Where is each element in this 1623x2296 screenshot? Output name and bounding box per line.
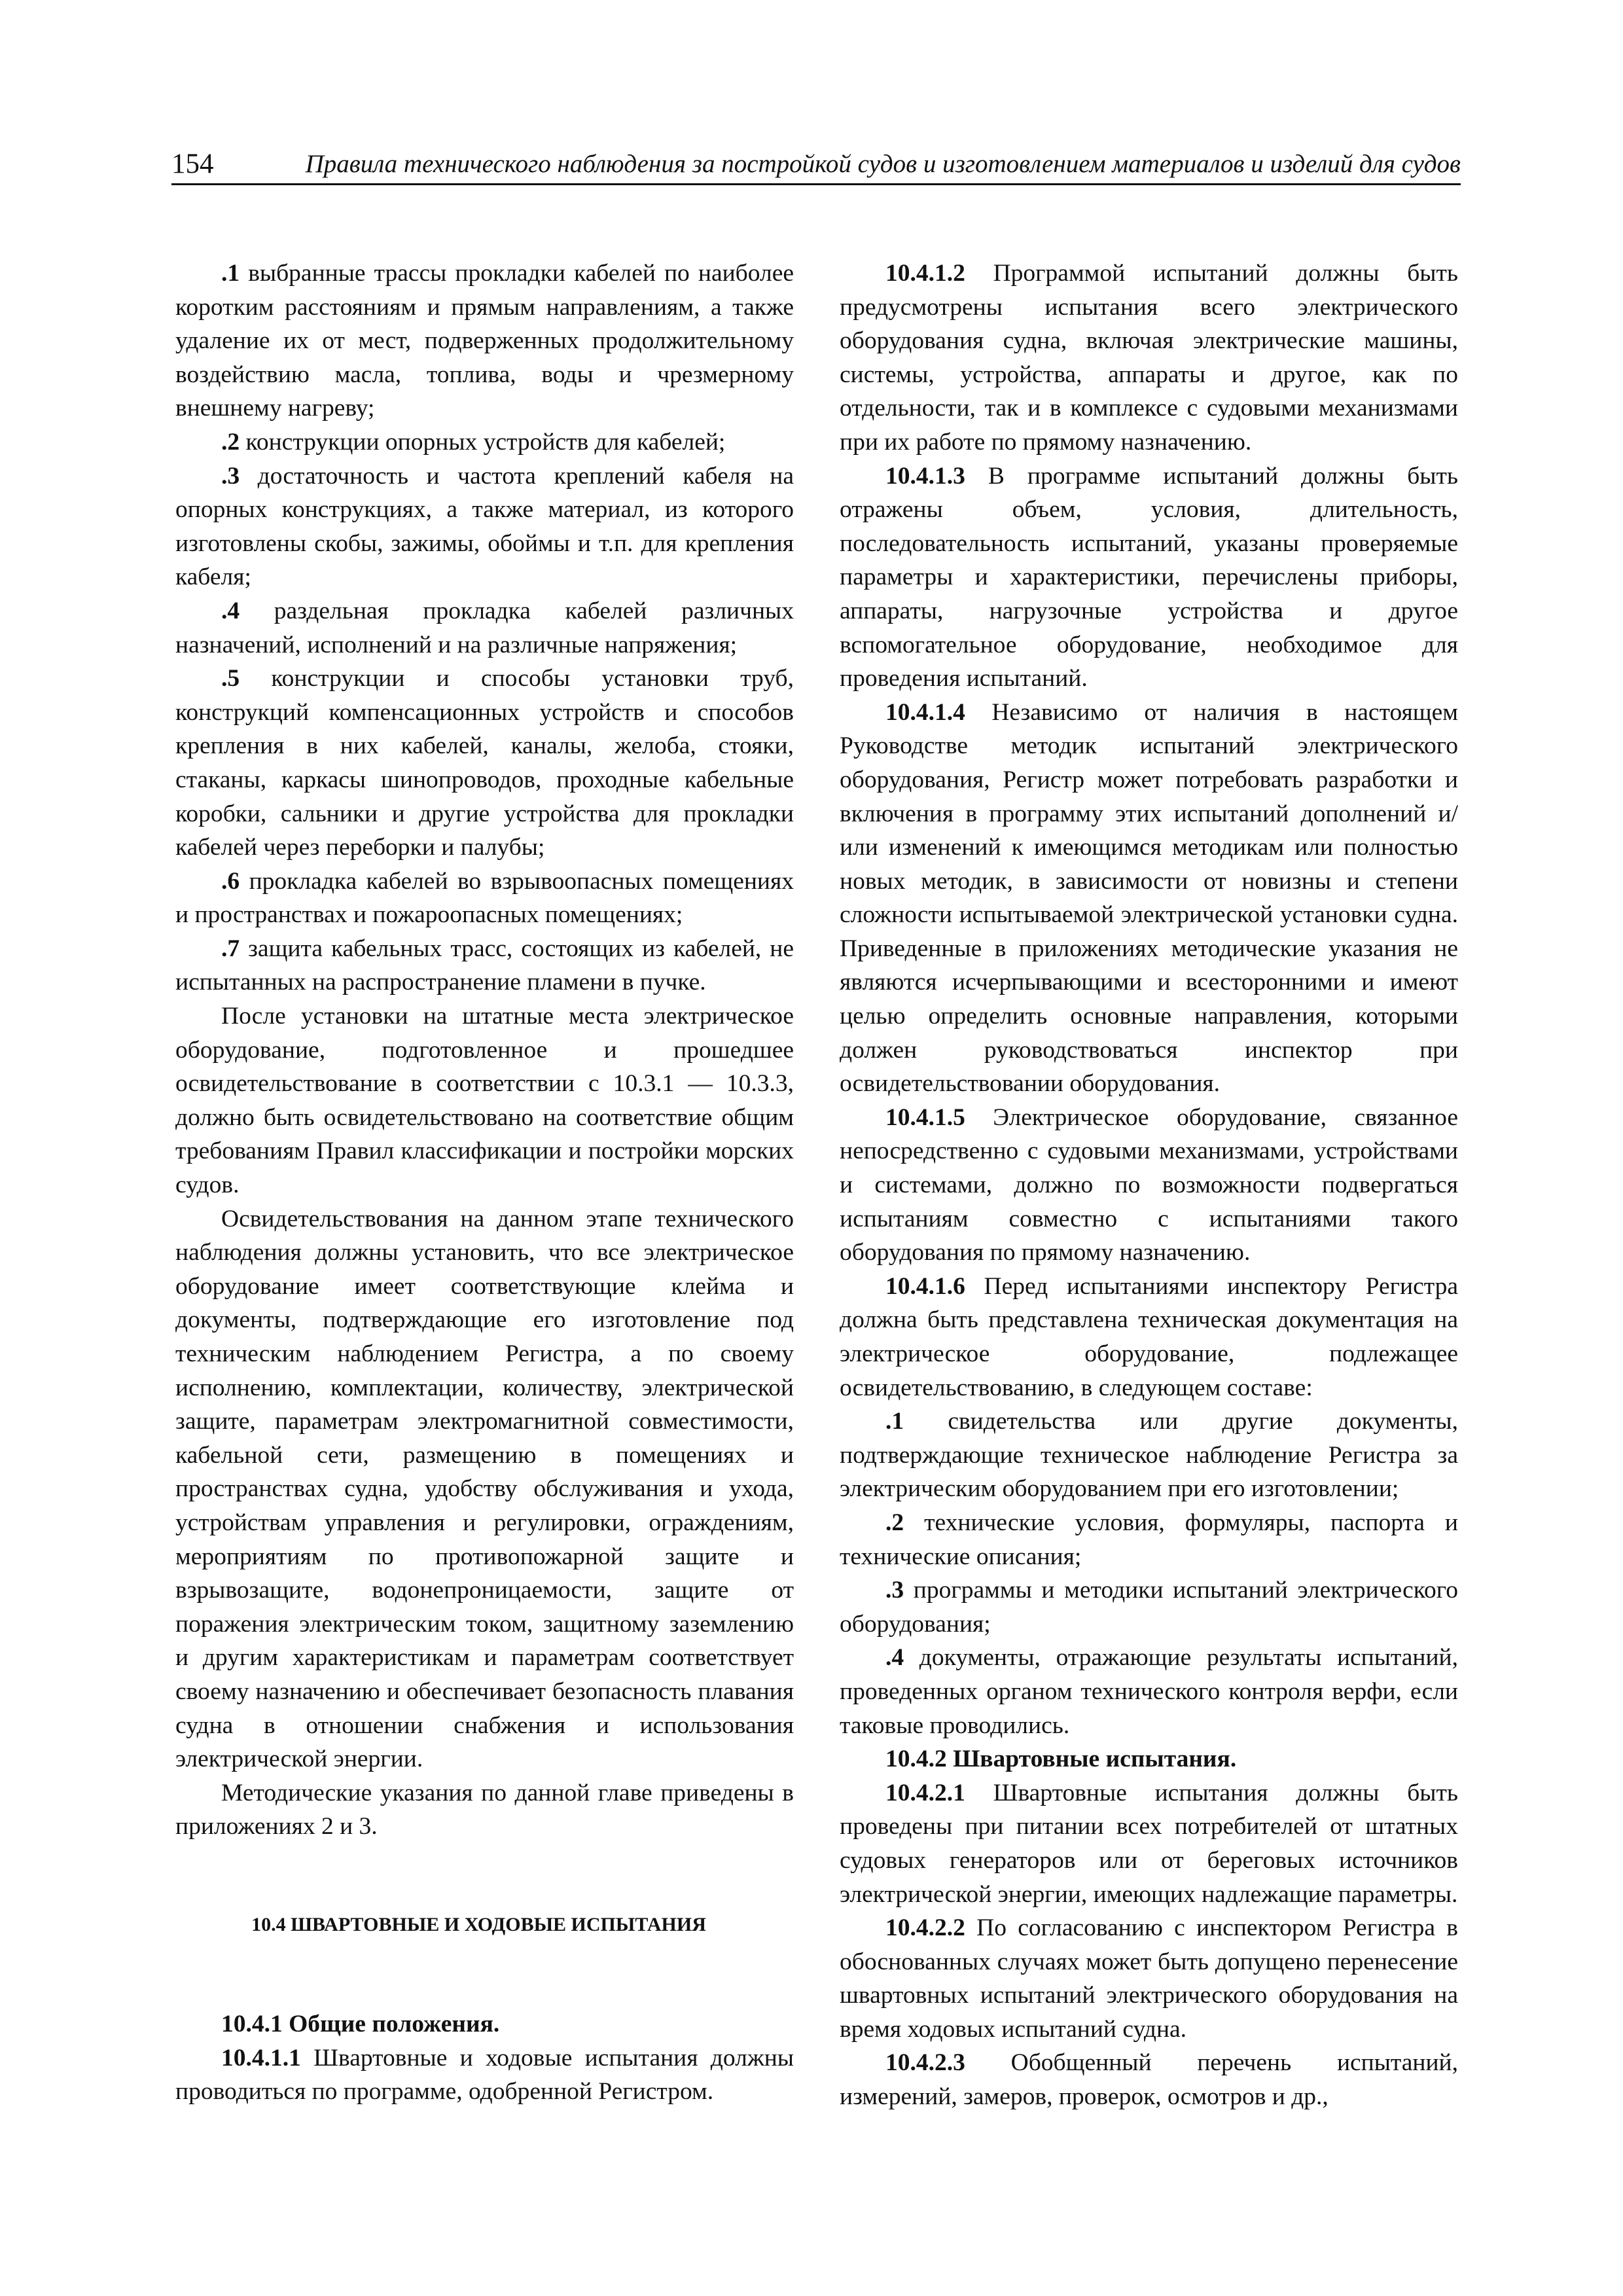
list-item: .1 свидетельства или другие документы, подтверждающие техническое наблюдение Регистра за электрическим оборудованием при его изготовлении;	[840, 1408, 1458, 1503]
paragraph-10-4-1-1: 10.4.1.1 Швартовные и ходовые испытания должны проводиться по программе, одобренной Регистром.	[175, 2044, 794, 2106]
list-item: .4 документы, отражающие результаты испытаний, проведенных органом технического контроля верфи, если таковые проводились.	[840, 1644, 1458, 1739]
subheading-general: 10.4.1 Общие положения.	[221, 2010, 500, 2037]
left-column	[175, 257, 794, 2109]
list-item: .2 конструкции опорных устройств для кабелей;	[221, 428, 726, 456]
page-number: 154	[171, 149, 214, 179]
paragraph-10-4-1-3: 10.4.1.3 В программе испытаний должны быть отражены объем, условия, длительность, последовательность испытаний, указаны проверяемые параметры и характеристики, перечислены приборы, аппараты, нагрузочные устройства и другое вспомогательное оборудование, необходимое для проведения испытаний.	[840, 462, 1458, 692]
list-item: .3 достаточность и частота креплений кабеля на опорных конструкциях, а также материал, из которого изготовлены скобы, зажимы, обоймы и т.п. для крепления кабеля;	[175, 462, 794, 591]
page-header	[171, 145, 1461, 185]
list-item: .1 выбранные трассы прокладки кабелей по наиболее коротким расстояниям и прямым направлениям, а также удаление их от мест, подверженных продолжительному воздействию масла, топлива, воды и чрезмерному внешнему нагреву;	[175, 260, 794, 422]
subheading-mooring-trials: 10.4.2 Швартовные испытания.	[885, 1746, 1237, 1773]
paragraph-10-4-1-6: 10.4.1.6 Перед испытаниями инспектору Регистра должна быть представлена техническая документация на электрическое оборудование, подлежащее освидетельствованию, в следующем составе:	[840, 1272, 1458, 1401]
right-column	[840, 257, 1458, 2114]
list-item: .7 защита кабельных трасс, состоящих из кабелей, не испытанных на распространение пламени в пучке.	[175, 935, 794, 996]
paragraph-10-4-2-1: 10.4.2.1 Швартовные испытания должны быть проведены при питании всех потребителей от штатных судовых генераторов или от береговых источников электрической энергии, имеющих надлежащие параметры.	[840, 1779, 1458, 1908]
paragraph-10-4-1-2: 10.4.1.2 Программой испытаний должны быть предусмотрены испытания всего электрического оборудования судна, включая электрические машины, системы, устройства, аппараты и другое, как по отдельности, так и в комплексе с судовыми механизмами при их работе по прямому назначению.	[840, 260, 1458, 456]
list-item: .2 технические условия, формуляры, паспорта и технические описания;	[840, 1509, 1458, 1570]
list-item: .5 конструкции и способы установки труб, конструкций компенсационных устройств и способов крепления в них кабелей, каналы, желоба, стояки, стаканы, каркасы шинопроводов, проходные кабельные коробки, сальники и другие устройства для прокладки кабелей через переборки и палубы;	[175, 665, 794, 861]
paragraph-10-4-2-2: 10.4.2.2 По согласованию с инспектором Регистра в обоснованных случаях может быть допущено перенесение швартовных испытаний электрического оборудования на время ходовых испытаний судна.	[840, 1914, 1458, 2043]
paragraph-after-installation: После установки на штатные места электрическое оборудование, подготовленное и прошедшее освидетельствование в соответствии с 10.3.1 — 10.3.3, должно быть освидетельствовано на соответствие общим требованиям Правил классификации и постройки морских судов.	[175, 1003, 794, 1199]
paragraph-guidelines: Методические указания по данной главе приведены в приложениях 2 и 3.	[175, 1779, 794, 1840]
list-item: .6 прокладка кабелей во взрывоопасных помещениях и пространствах и пожароопасных помещениях;	[175, 867, 794, 929]
running-title: Правила технического наблюдения за постройкой судов и изготовлением материалов и изделий для судов	[305, 150, 1461, 178]
list-item: .3 программы и методики испытаний электрического оборудования;	[840, 1577, 1458, 1638]
paragraph-10-4-2-3: 10.4.2.3 Обобщенный перечень испытаний, измерений, замеров, проверок, осмотров и др.,	[840, 2049, 1458, 2111]
list-item: .4 раздельная прокладка кабелей различных назначений, исполнений и на различные напряжения;	[175, 597, 794, 658]
paragraph-surveys: Освидетельствования на данном этапе технического наблюдения должны установить, что все электрическое оборудование имеет соответствующие клейма и документы, подтверждающие его изготовление под техническим наблюдением Регистра, а по своему исполнению, комплектации, количеству, электрической защите, параметрам электромагнитной совместимости, кабельной сети, размещению в помещениях и пространствах судна, удобству обслуживания и ухода, устройствам управления и регулировки, ограждениям, мероприятиям по противопожарной защите и взрывозащите, водонепроницаемости, защите от поражения электрическим током, защитному заземлению и другим характеристикам и параметрам соответствует своему назначению и обеспечивает безопасность плавания судна в отношении снабжения и использования электрической энергии.	[175, 1205, 794, 1773]
paragraph-10-4-1-4: 10.4.1.4 Независимо от наличия в настоящем Руководстве методик испытаний электрического оборудования, Регистр может потребовать разработки и включения в программу этих испытаний дополнений и/или изменений к имеющимся методикам или полностью новых методик, в зависимости от новизны и степени сложности испытываемой электрической установки судна. Приведенные в приложениях методические указания не являются исчерпывающими и всесторонними и имеют целью определить основные направления, которыми должен руководствоваться инспектор при освидетельствовании оборудования.	[840, 698, 1458, 1098]
paragraph-10-4-1-5: 10.4.1.5 Электрическое оборудование, связанное непосредственно с судовыми механизмами, устройствами и системами, должно по возможности подвергаться испытаниям совместно с испытаниями такого оборудования по прямому назначению.	[840, 1103, 1458, 1266]
section-title: 10.4 ШВАРТОВНЫЕ И ХОДОВЫЕ ИСПЫТАНИЯ	[251, 1913, 706, 1935]
